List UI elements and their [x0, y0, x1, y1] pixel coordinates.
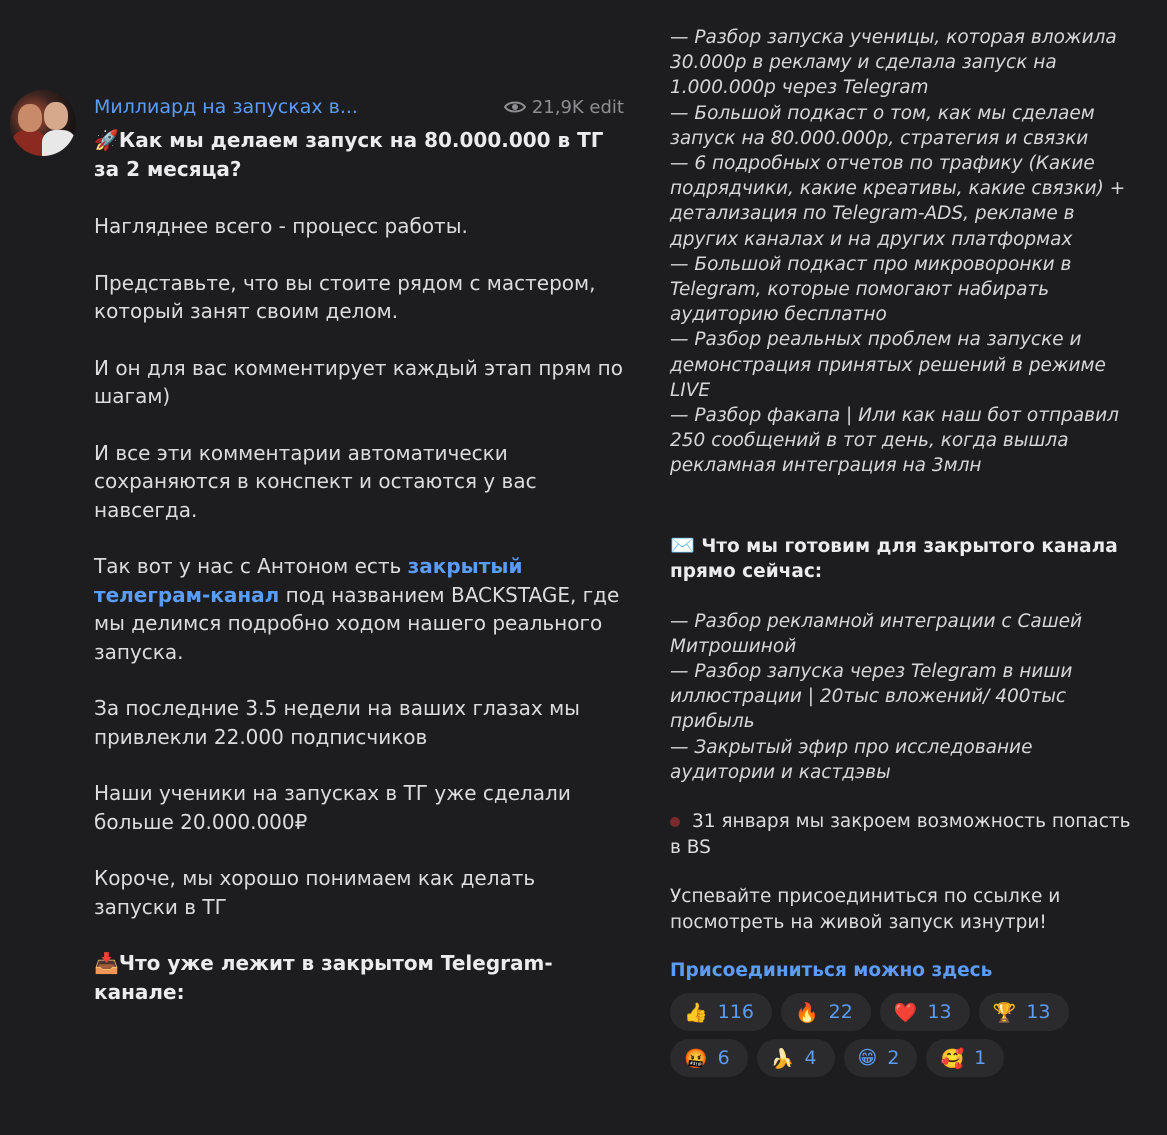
reaction-count: 1 — [974, 1047, 987, 1070]
rocket-icon: 🚀 — [94, 128, 119, 152]
trophy-icon: 🏆 — [992, 1001, 1017, 1024]
envelope-icon: ✉️ — [670, 532, 695, 557]
closed-channel-link[interactable]: закрытый телеграм-канал — [94, 554, 523, 607]
inbox-tray-icon: 📥 — [94, 951, 119, 975]
post-text: под названием BACKSTAGE, где мы делимся подробно ходом нашего реального запуска. — [94, 582, 620, 664]
post-right-column — [670, 25, 1140, 1077]
reaction-grin[interactable] — [844, 1039, 918, 1077]
reaction-count: 4 — [804, 1047, 817, 1070]
channel-avatar[interactable] — [10, 90, 76, 156]
post-title-text: Как мы делаем запуск на 80.000.000 в ТГ за 2 месяца? — [94, 128, 604, 181]
list-item: — Разбор рекламной интеграции с Сашей Митрошиной — [670, 610, 1083, 657]
list-item: — Большой подкаст про микроворонки в Telegram, которые помогают набирать аудиторию бесплатно — [670, 253, 1072, 326]
reactions-bar — [670, 993, 1110, 1077]
smiling-hearts-icon: 🥰 — [940, 1047, 965, 1070]
reaction-fire[interactable] — [781, 993, 871, 1031]
reaction-count: 6 — [717, 1047, 730, 1070]
post-paragraph: Короче, мы хорошо понимаем как делать запуски в ТГ — [94, 866, 536, 919]
post-paragraph: Представьте, что вы стоите рядом с мастером, который занят своим делом. — [94, 270, 596, 323]
channel-name-link[interactable]: Миллиард на запусках в... — [94, 96, 358, 118]
cursing-face-icon: 🤬 — [684, 1047, 708, 1070]
deadline-text — [670, 809, 1140, 860]
section-heading — [670, 533, 1140, 585]
avatar-face — [18, 104, 42, 132]
post-text: Так вот у нас с Антоном есть — [94, 554, 408, 578]
grin-icon: 😁 — [857, 1047, 878, 1070]
section-heading — [94, 949, 624, 1007]
list-item: — Закрытый эфир про исследование аудитории и кастдэвы — [670, 736, 1033, 783]
cta-text: Успевайте присоединиться по ссылке и посмотреть на живой запуск изнутри! — [670, 886, 1061, 933]
post-paragraph: И он для вас комментирует каждый этап прям по шагам) — [94, 355, 623, 408]
avatar-face — [44, 102, 68, 130]
red-dot-icon — [670, 817, 680, 827]
list-item: — Разбор факапа | Или как наш бот отправил 250 сообщений в тот день, когда вышла рекламная интеграция на 3млн — [670, 405, 1119, 477]
join-link[interactable]: Присоединиться можно здесь — [670, 960, 993, 982]
fire-icon: 🔥 — [794, 1001, 819, 1024]
section-heading-text: Что мы готовим для закрытого канала прямо сейчас: — [670, 535, 1118, 583]
section-heading-text: Что уже лежит в закрытом Telegram-канале: — [94, 951, 553, 1004]
views-counter — [504, 97, 624, 118]
list-item: — Разбор реальных проблем на запуске и демонстрация принятых решений в режиме LIVE — [670, 329, 1106, 401]
reaction-thumbs-up[interactable] — [670, 993, 772, 1031]
reaction-count: 13 — [1026, 1001, 1051, 1024]
eye-icon — [504, 100, 526, 114]
reaction-trophy[interactable] — [979, 993, 1069, 1031]
reaction-count: 22 — [828, 1001, 853, 1024]
post-paragraph: И все эти комментарии автоматически сохраняются в конспект и остаются у вас навсегда. — [94, 440, 537, 522]
list-item: — Разбор запуска ученицы, которая вложила 30.000р в рекламу и сделала запуск на 1.000.000р через Telegram — [670, 27, 1117, 99]
thumbs-up-icon: 👍 — [684, 1001, 708, 1024]
reaction-heart[interactable] — [880, 993, 970, 1031]
avatar-figure — [42, 130, 76, 156]
deadline-label: 31 января мы закроем возможность попасть в BS — [670, 811, 1131, 858]
reaction-count: 2 — [887, 1047, 900, 1070]
avatar-figure — [12, 130, 46, 156]
post-header — [94, 92, 624, 122]
reaction-count: 116 — [717, 1001, 754, 1024]
list-item: — 6 подробных отчетов по трафику (Какие подрядчики, какие креативы, какие связки) + детализация по Telegram-ADS, рекламе в других каналах и на других платформах — [670, 153, 1126, 250]
list-item: — Разбор запуска через Telegram в ниши иллюстрации | 20тыс вложений/ 400тыс прибыль — [670, 661, 1073, 733]
post-paragraph: Наши ученики на запусках в ТГ уже сделали больше 20.000.000₽ — [94, 781, 571, 834]
heart-icon: ❤️ — [893, 1001, 918, 1024]
post-paragraph: Нагляднее всего - процесс работы. — [94, 214, 468, 238]
views-count: 21,9K edit — [531, 96, 624, 118]
reaction-count: 13 — [927, 1001, 952, 1024]
reaction-banana[interactable] — [757, 1039, 835, 1077]
post-title — [94, 126, 624, 184]
list-item: — Большой подкаст о том, как мы сделаем запуск на 80.000.000р, стратегия и связки — [670, 102, 1095, 149]
post-paragraph — [94, 552, 624, 666]
upcoming-list — [670, 609, 1140, 785]
post-left-column — [94, 92, 624, 1007]
post-paragraph: За последние 3.5 недели на ваших глазах мы привлекли 22.000 подписчиков — [94, 696, 580, 749]
reaction-smiling-hearts[interactable] — [926, 1039, 1004, 1077]
reaction-cursing-face[interactable] — [670, 1039, 748, 1077]
banana-icon: 🍌 — [770, 1047, 795, 1070]
